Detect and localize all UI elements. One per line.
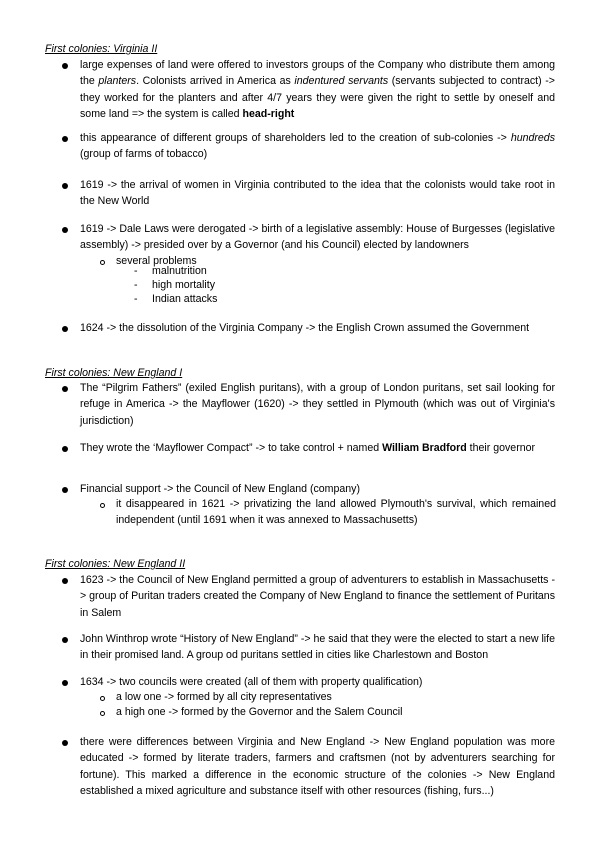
bullet-dot — [62, 386, 68, 392]
list-item: 1634 -> two councils were created (all of them with property qualification) — [80, 676, 423, 688]
list-item: 1619 -> the arrival of women in Virginia contributed to the idea that the colonists would take root in the New World — [80, 179, 555, 208]
bullet-dot — [62, 183, 68, 189]
sub-bullet-circle — [100, 503, 105, 508]
bullet-dot — [62, 227, 68, 233]
dash-bullet: - — [134, 279, 138, 291]
list-item: large expenses of land were offered to investors groups of the Company who distribute them among the planters. Colonists arrived in America as indentured servants (servants subjected to contract) -> they worked for the planters and after 4/7 years they were given the right to settle by oneself and some land => the system is called head-right — [80, 59, 555, 121]
list-item: They wrote the ‘Mayflower Compact” -> to take control + named William Bradford their governor — [80, 442, 536, 454]
section-heading-virginia-ii: First colonies: Virginia II — [45, 43, 158, 55]
list-item: there were differences between Virginia and New England -> New England population was more educated -> formed by literate traders, farmers and craftsmen (not by adventurers searching for fortune). This marked a difference in the economic structure of the colonies -> New England established a mixed agriculture and substance itself with other resources (fishing, furs...) — [80, 736, 555, 798]
list-item: 1624 -> the dissolution of the Virginia Company -> the English Crown assumed the Government — [80, 322, 530, 334]
dash-item: Indian attacks — [152, 293, 218, 305]
list-item: 1619 -> Dale Laws were derogated -> birth of a legislative assembly: House of Burgesses (legislative assembly) -> presided over by a Governor (and his Council) elected by landowners — [80, 223, 555, 252]
dash-item: malnutrition — [152, 265, 207, 277]
list-item: Financial support -> the Council of New England (company) — [80, 483, 360, 495]
dash-bullet: - — [134, 293, 138, 305]
list-item: this appearance of different groups of shareholders led to the creation of sub-colonies -> hundreds (group of farms of tobacco) — [80, 132, 555, 161]
sub-list-item: a low one -> formed by all city representatives — [116, 691, 332, 703]
list-item: John Winthrop wrote “History of New England” -> he said that they were the elected to start a new life in their promised land. A group od puritans settled in cities like Charlestown and Boston — [80, 633, 555, 662]
sub-bullet-circle — [100, 711, 105, 716]
bullet-dot — [62, 637, 68, 643]
bullet-dot — [62, 487, 68, 493]
list-item: 1623 -> the Council of New England permitted a group of adventurers to establish in Massachusetts -> group of Puritan traders created the Company of New England to finance the settlement of Puritans in Salem — [80, 574, 555, 619]
sub-list-item: it disappeared in 1621 -> privatizing the land allowed Plymouth's survival, which remained independent (until 1691 when it was annexed to Massachusetts) — [116, 498, 556, 527]
section-heading-new-england-i: First colonies: New England I — [45, 367, 183, 379]
bullet-dot — [62, 740, 68, 746]
list-item: The “Pilgrim Fathers” (exiled English puritans), with a group of London puritans, set sail looking for refuge in America -> the Mayflower (1620) -> they settled in Plymouth (which was out of Virginia's jurisdiction) — [80, 382, 555, 427]
sub-bullet-circle — [100, 696, 105, 701]
bullet-dot — [62, 63, 68, 69]
sub-list-item: several problems — [116, 255, 197, 267]
sub-list-item: a high one -> formed by the Governor and the Salem Council — [116, 706, 403, 718]
dash-bullet: - — [134, 265, 138, 277]
bullet-dot — [62, 680, 68, 686]
bullet-dot — [62, 578, 68, 584]
section-heading-new-england-ii: First colonies: New England II — [45, 558, 186, 570]
sub-bullet-circle — [100, 260, 105, 265]
dash-item: high mortality — [152, 279, 215, 291]
bullet-dot — [62, 136, 68, 142]
bullet-dot — [62, 446, 68, 452]
bullet-dot — [62, 326, 68, 332]
